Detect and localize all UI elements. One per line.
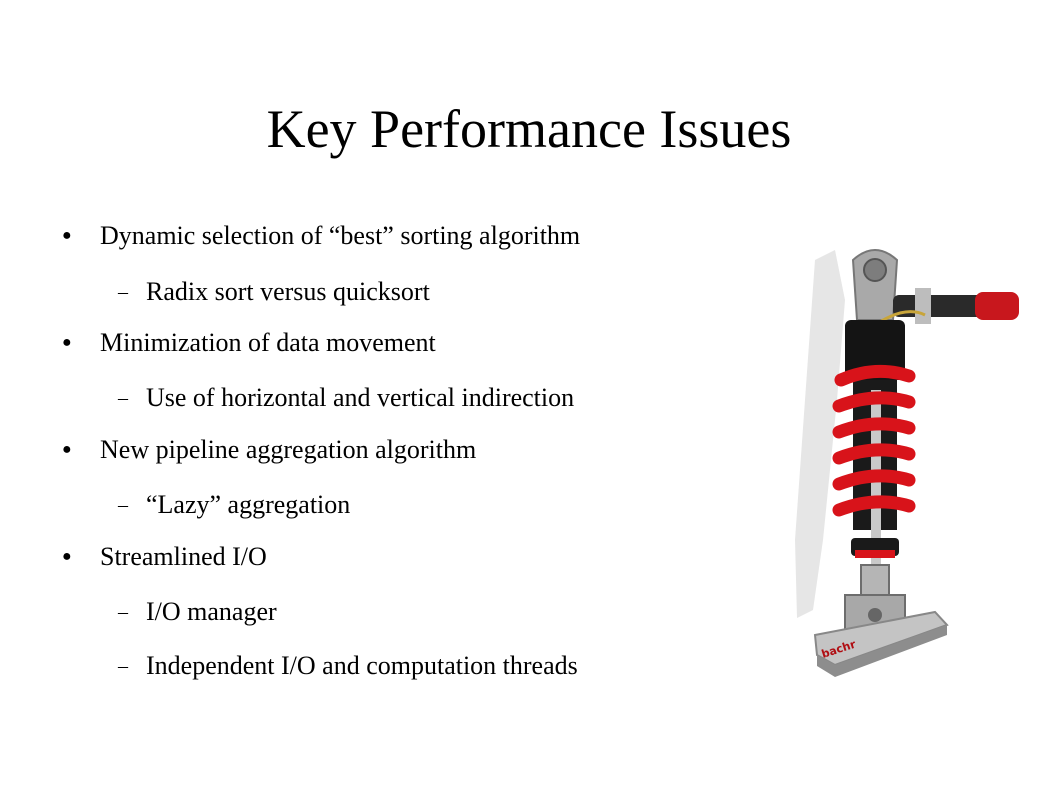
shock-absorber-image — [775, 240, 1033, 688]
sub-bullet-text: Use of horizontal and vertical indirection — [146, 383, 575, 412]
dash-marker: – — [118, 494, 128, 516]
sub-bullet-text: Independent I/O and computation threads — [146, 651, 578, 680]
brand-logo-text: bachr — [819, 637, 858, 661]
dash-marker: – — [118, 387, 128, 409]
bullet-marker: ● — [62, 548, 72, 565]
sub-bullet-text: Radix sort versus quicksort — [146, 277, 430, 306]
bullet-text: Streamlined I/O — [100, 542, 267, 571]
sub-bullet-text: “Lazy” aggregation — [146, 490, 351, 519]
bullet-text: Dynamic selection of “best” sorting algorithm — [100, 221, 581, 250]
slide-title: Key Performance Issues — [266, 99, 792, 159]
bullet-marker: ● — [62, 441, 72, 458]
bullet-marker: ● — [62, 227, 72, 244]
bullet-text: New pipeline aggregation algorithm — [100, 435, 477, 464]
bullet-text: Minimization of data movement — [100, 328, 436, 357]
sub-bullet-text: I/O manager — [146, 597, 277, 626]
dash-marker: – — [118, 281, 128, 303]
dash-marker: – — [118, 601, 128, 623]
bullet-marker: ● — [62, 334, 72, 351]
dash-marker: – — [118, 655, 128, 677]
